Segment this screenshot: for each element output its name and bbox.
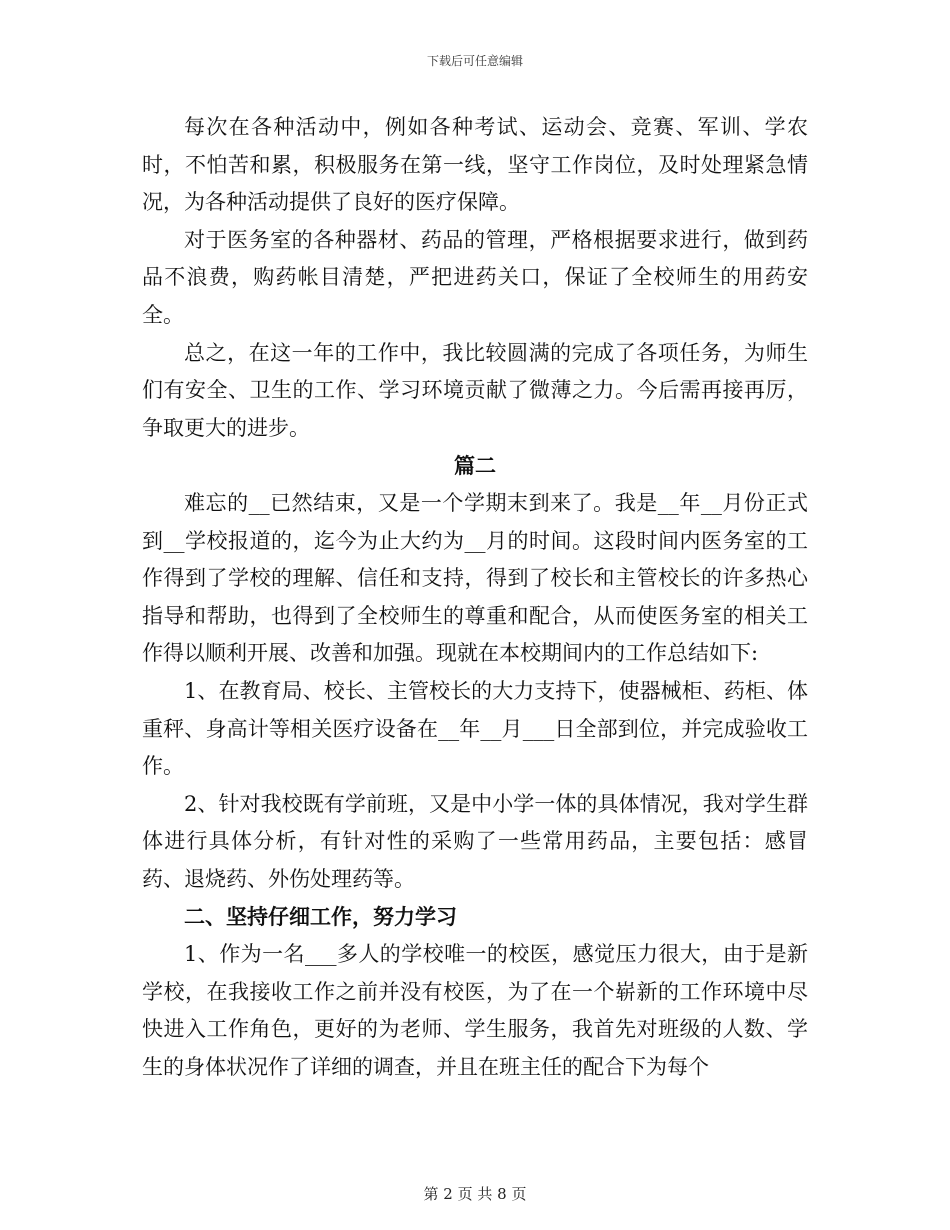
- paragraph: 2、针对我校既有学前班，又是中小学一体的具体情况，我对学生群体进行具体分析，有针对性的采购了一些常用药品，主要包括：感冒药、退烧药、外伤处理药等。: [142, 791, 808, 891]
- sub-heading: 二、坚持仔细工作，努力学习: [184, 904, 457, 930]
- paragraph: 1、作为一名___多人的学校唯一的校医，感觉压力很大，由于是新学校，在我接收工作之前并没有校医，为了在一个崭新的工作环境中尽快进入工作角色，更好的为老师、学生服务，我首先对班级的人数、学生的身体状况作了详细的调查，并且在班主任的配合下为每个: [142, 942, 808, 1079]
- paragraph: 总之，在这一年的工作中，我比较圆满的完成了各项任务，为师生们有安全、卫生的工作、学习环境贡献了微薄之力。今后需再接再厉，争取更大的进步。: [142, 340, 808, 440]
- paragraph: 每次在各种活动中，例如各种考试、运动会、竞赛、军训、学农时，不怕苦和累，积极服务在第一线，坚守工作岗位，及时处理紧急情况，为各种活动提供了良好的医疗保障。: [142, 115, 808, 215]
- page-header: 下载后可任意编辑: [426, 54, 523, 68]
- document-body: [142, 109, 808, 1086]
- paragraph: 1、在教育局、校长、主管校长的大力支持下，使器械柜、药柜、体重秤、身高计等相关医疗设备在__年__月___日全部到位，并完成验收工作。: [142, 678, 808, 779]
- page-footer: 第 2 页 共 8 页: [423, 1185, 527, 1203]
- paragraph: 对于医务室的各种器材、药品的管理，严格根据要求进行，做到药品不浪费，购药帐目清楚，严把进药关口，保证了全校师生的用药安全。: [142, 227, 808, 327]
- section-title: 篇二: [454, 453, 496, 479]
- paragraph: 难忘的__已然结束，又是一个学期末到来了。我是__年__月份正式到__学校报道的，迄今为止大约为__月的时间。这段时间内医务室的工作得到了学校的理解、信任和支持，得到了校长和主管校长的许多热心指导和帮助，也得到了全校师生的尊重和配合，从而使医务室的相关工作得以顺利开展、改善和加强。现就在本校期间内的工作总结如下:: [142, 490, 808, 666]
